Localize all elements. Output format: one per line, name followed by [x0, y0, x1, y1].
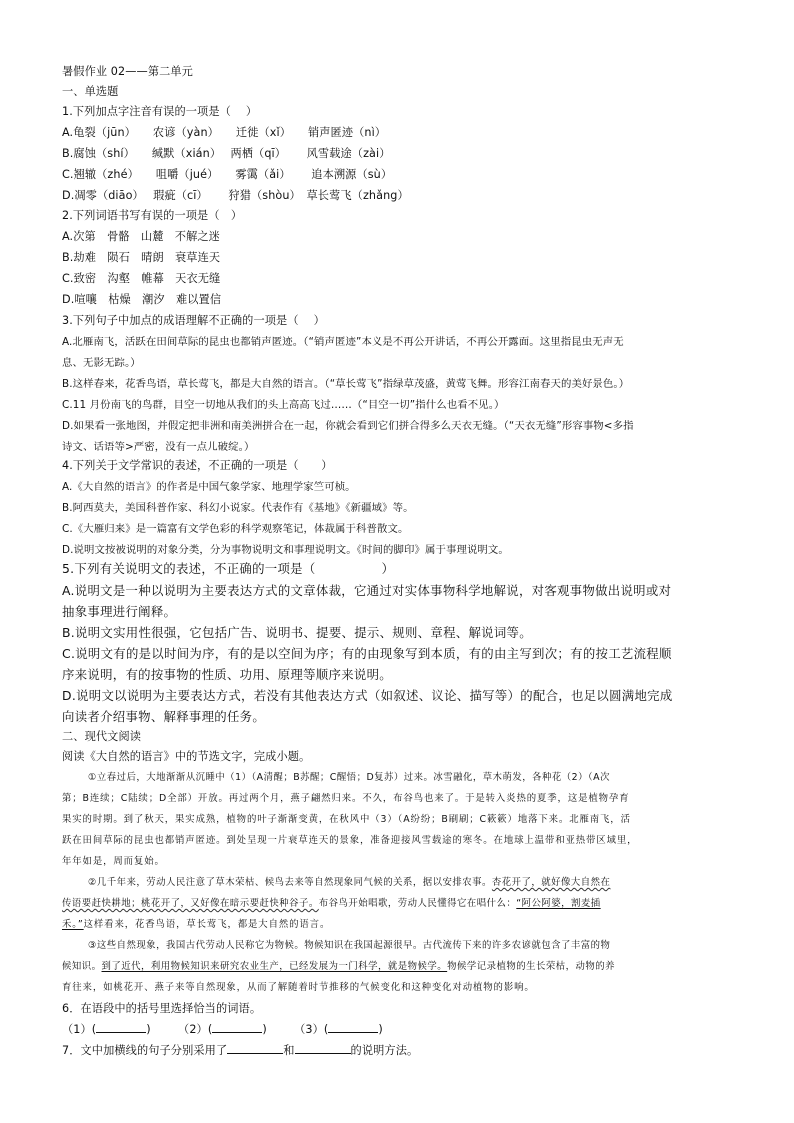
section-heading-single-choice: 一、单选题: [62, 85, 119, 98]
question-3-option-d-cont: 诗文、话语等>严密，没有一点儿破绽。）: [62, 441, 255, 453]
question-3-option-b: B.这样春来，花香鸟语，草长莺飞，都是大自然的语言。（“草长莺飞”指绿草茂盛，黄莺飞舞。形容江南春天的美好景色。）: [62, 378, 630, 390]
answer-blank-3[interactable]: [328, 1020, 378, 1033]
passage-text: ②几千年来，劳动人民注意了草木荣枯、候鸟去来等自然现象同气候的关系，据以安排农事。: [88, 877, 492, 888]
question-2-option-a: A.次第 骨骼 山麓 不解之迷: [62, 230, 220, 243]
question-3-option-a-cont: 息、无影无踪。）: [62, 357, 141, 369]
question-4-option-b: B.阿西莫夫，美国科普作家、科幻小说家。代表作有《基地》《新疆域》等。: [62, 502, 414, 514]
question-7-text: 7．文中加横线的句子分别采用了: [62, 1044, 228, 1057]
question-4-stem: 4.下列关于文学常识的表述，不正确的一项是（ ）: [62, 459, 333, 472]
passage-paragraph-1: ①立春过后，大地渐渐从沉睡中（1）（A清醒；B苏醒；C醒悟；D复苏）过来。冰雪融化，草木萌发，各种花（2）（A次: [88, 772, 610, 783]
question-2-stem: 2.下列词语书写有误的一项是（ ）: [62, 209, 243, 222]
section-heading-reading: 二、现代文阅读: [62, 730, 142, 743]
passage-text: 候知识。: [62, 961, 102, 972]
question-4-option-d: D.说明文按被说明的对象分类，分为事物说明文和事理说明文。《时间的脚印》属于事理说明文。: [62, 544, 509, 556]
question-5-stem-text: 5.下列有关说明文的表述，不正确的一项是（: [62, 561, 316, 576]
blank-close-3: ): [378, 1023, 383, 1036]
question-5-option-a-cont: 抽象事理进行阐释。: [62, 604, 177, 619]
passage-text: 这样看来，花香鸟语，草长莺飞，都是大自然的语言。: [83, 919, 331, 930]
question-5-option-b: B.说明文实用性很强，它包括广告、说明书、提要、提示、规则、章程、解说词等。: [62, 625, 532, 640]
page-title: 暑假作业 02——第二单元: [62, 65, 193, 78]
question-1-option-c: C.翘辙（zhé） 咀嚼（jué） 雾霭（ǎi） 追本溯源（sù）: [62, 168, 393, 181]
reading-instructions: 阅读《大自然的语言》中的节选文字，完成小题。: [62, 750, 311, 763]
underlined-quote-cont: 禾。”: [62, 919, 84, 930]
answer-blank[interactable]: [316, 561, 382, 573]
passage-paragraph-3-line-3: 育往来，如桃花开、燕子来等自然现象，从而了解随着时节推移的气候变化和这种变化对动植物的影响。: [62, 982, 535, 993]
marked-sentence-1: 杏花开了，就好像大自然在: [491, 877, 611, 888]
question-1-option-a: A.龟裂（jūn） 农谚（yàn） 迁徙（xǐ） 销声匿迹（nì）: [62, 126, 387, 139]
question-1-option-d: D.凋零（diāo） 瑕疵（cī） 狩猎（shòu） 草长莺飞（zhǎng）: [62, 189, 409, 202]
question-7-and: 和: [283, 1044, 295, 1057]
blank-label-1: （1）(: [62, 1023, 97, 1036]
question-5-option-c: C.说明文有的是以时间为序，有的是以空间为序；有的由现象写到本质，有的由主写到次；有的按工艺流程顺: [62, 646, 672, 661]
passage-paragraph-1-line-4: 跃在田间草际的昆虫也都销声匿迹。到处呈现一片衰草连天的景象，准备迎接风雪载途的寒冬。在地球上温带和亚热带区域里，: [62, 835, 638, 846]
question-7: [62, 1041, 738, 1061]
question-3-option-d: D.如果看一张地图，并假定把非洲和南美洲拼合在一起，你就会看到它们拼合得多么天衣无缝。（“天衣无缝”形容事物<多指: [62, 420, 634, 432]
question-7-end: 的说明方法。: [350, 1044, 419, 1057]
question-4-option-c: C.《大雁归来》是一篇富有文学色彩的科学观察笔记，体裁属于科普散文。: [62, 523, 409, 535]
question-2-option-b: B.劫难 陨石 晴朗 衰草连天: [62, 251, 221, 264]
answer-blank-2[interactable]: [212, 1020, 262, 1033]
marked-sentence-1-cont: 传语要赶快耕地；桃花开了，又好像在暗示要赶快种谷子。: [62, 898, 319, 909]
question-5-stem-close: ）: [381, 561, 395, 576]
question-6-blanks: [62, 1020, 738, 1040]
question-5-option-d: D.说明文以说明为主要表达方式，若没有其他表达方式（如叙述、议论、描写等）的配合，也足以圆满地完成: [62, 688, 673, 703]
marked-sentence-2: 到了近代，利用物候知识来研究农业生产，已经发展为一门科学，就是物候学。: [101, 961, 448, 972]
passage-paragraph-3-line-2: [62, 957, 738, 977]
blank-close-2: ): [262, 1023, 267, 1036]
passage-paragraph-2-line-3: [62, 915, 738, 935]
question-3-option-c: C.11 月份南飞的鸟群，目空一切地从我们的头上高高飞过……（“目空一切”指什么也看不见。）: [62, 399, 505, 411]
question-1-stem: 1.下列加点字注音有误的一项是（ ）: [62, 105, 258, 118]
question-2-option-c: C.致密 沟壑 帷幕 天衣无缝: [62, 272, 221, 285]
underlined-quote: “阿公阿婆，割麦插: [516, 898, 601, 909]
answer-blank-1[interactable]: [96, 1020, 146, 1033]
question-3-stem: 3.下列句子中加点的成语理解不正确的一项是（ ）: [62, 314, 325, 327]
passage-paragraph-1-line-2: 第；B连续；C陆续；D全部）开放。再过两个月，燕子翩然归来。不久，布谷鸟也来了。于是转入炎热的夏季，这是植物孕育: [62, 793, 630, 804]
question-4-option-a: A.《大自然的语言》的作者是中国气象学家、地理学家竺可桢。: [62, 481, 356, 493]
question-5-stem: [62, 559, 738, 579]
blank-label-3: （3）(: [294, 1023, 329, 1036]
answer-blank-2[interactable]: [295, 1041, 351, 1054]
passage-paragraph-3: ③这些自然现象，我国古代劳动人民称它为物候。物候知识在我国起源很早。古代流传下来的许多农谚就包含了丰富的物: [88, 940, 611, 951]
question-2-option-d: D.喧嚷 枯燥 潮汐 难以置信: [62, 293, 222, 306]
answer-blank-1[interactable]: [227, 1041, 283, 1054]
blank-close-1: ): [146, 1023, 151, 1036]
passage-text: 布谷鸟开始唱歌，劳动人民懂得它在唱什么：: [318, 898, 517, 909]
question-5-option-d-cont: 向读者介绍事物、解释事理的任务。: [62, 709, 266, 724]
question-3-option-a: A.北雁南飞，活跃在田间草际的昆虫也都销声匿迹。（“销声匿迹”本义是不再公开讲话，不再公开露面。这里指昆虫无声无: [62, 336, 624, 348]
passage-paragraph-1-line-3: 果实的时期。到了秋天，果实成熟，植物的叶子渐渐变黄，在秋风中（3）（A纷纷；B刷刷；C簌簌）地落下来。北雁南飞，活: [62, 814, 631, 825]
question-5-option-a: A.说明文是一种以说明为主要表达方式的文章体裁，它通过对实体事物科学地解说，对客观事物做出说明或对: [62, 583, 672, 598]
question-5-option-c-cont: 序来说明，有的按事物的性质、功用、原理等顺序来说明。: [62, 667, 392, 682]
question-6-stem: 6．在语段中的括号里选择恰当的词语。: [62, 1002, 262, 1015]
blank-label-2: （2）(: [178, 1023, 213, 1036]
passage-text: 物候学记录植物的生长荣枯，动物的养: [447, 961, 616, 972]
passage-paragraph-2: [62, 873, 738, 893]
passage-paragraph-2-line-2: [62, 894, 738, 914]
question-1-option-b: B.腐蚀（shí） 缄默（xián） 两栖（qī） 风雪载途（zài）: [62, 147, 391, 160]
passage-paragraph-1-line-5: 年年如是，周而复始。: [62, 856, 165, 867]
